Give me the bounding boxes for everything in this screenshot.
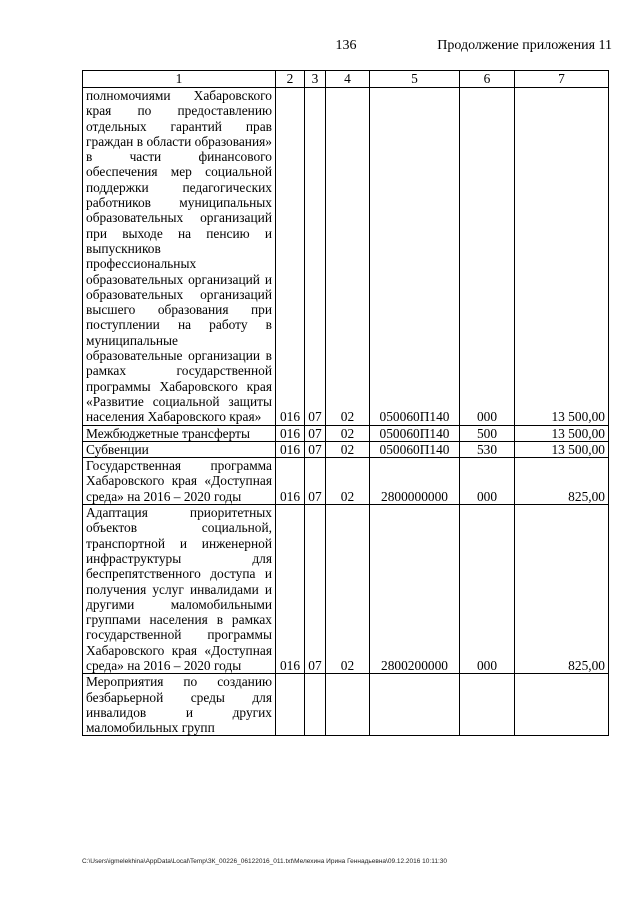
cell-code: 016 xyxy=(276,505,305,674)
cell-section: 07 xyxy=(305,505,326,674)
cell-subsection xyxy=(326,674,370,736)
table-row xyxy=(83,674,609,736)
cell-section: 07 xyxy=(305,441,326,457)
column-header: 7 xyxy=(515,71,609,88)
row-name: полномочиями Хабаровского края по предоставлению отдельных гарантий прав граждан в области образования» в части финансового обеспечения мер социальной поддержки педагогических работников муниципальных образовательных организаций при выходе на пенсию и выпускников профессиональных образовательных организаций и образовательных организаций высшего образования при поступлении на работу в муниципальные образовательные организации в рамках государственной программы Хабаровского края «Развитие социальной защиты населения Хабаровского края» xyxy=(83,88,276,426)
cell-code xyxy=(276,674,305,736)
file-path-footer: C:\Users\igmelekhina\AppData\Local\Temp\ЗК_00226_06122016_011.txt\Мелехина Ирина Геннадьевна\09.12.2016 10:11:30 xyxy=(82,858,447,865)
cell-target-article: 2800200000 xyxy=(370,505,460,674)
row-name: Субвенции xyxy=(83,441,276,457)
row-name: Мероприятия по созданию безбарьерной среды для инвалидов и других маломобильных групп xyxy=(83,674,276,736)
column-header: 4 xyxy=(326,71,370,88)
cell-amount: 825,00 xyxy=(515,505,609,674)
cell-subsection: 02 xyxy=(326,441,370,457)
column-header: 2 xyxy=(276,71,305,88)
cell-code: 016 xyxy=(276,441,305,457)
cell-amount: 13 500,00 xyxy=(515,88,609,426)
cell-expense-type: 000 xyxy=(460,458,515,505)
cell-amount: 13 500,00 xyxy=(515,425,609,441)
cell-amount xyxy=(515,674,609,736)
cell-expense-type: 000 xyxy=(460,505,515,674)
column-header: 6 xyxy=(460,71,515,88)
cell-code: 016 xyxy=(276,458,305,505)
cell-amount: 13 500,00 xyxy=(515,441,609,457)
budget-table xyxy=(82,70,609,736)
page-number: 136 xyxy=(335,38,357,53)
column-header: 3 xyxy=(305,71,326,88)
table-row xyxy=(83,88,609,426)
cell-subsection: 02 xyxy=(326,505,370,674)
cell-section: 07 xyxy=(305,88,326,426)
cell-expense-type: 530 xyxy=(460,441,515,457)
cell-subsection: 02 xyxy=(326,88,370,426)
table-row xyxy=(83,458,609,505)
cell-target-article xyxy=(370,674,460,736)
cell-target-article: 2800000000 xyxy=(370,458,460,505)
table-header-row xyxy=(83,71,609,88)
cell-expense-type: 500 xyxy=(460,425,515,441)
cell-target-article: 050060П140 xyxy=(370,441,460,457)
table-row xyxy=(83,505,609,674)
cell-expense-type: 000 xyxy=(460,88,515,426)
cell-section xyxy=(305,674,326,736)
cell-subsection: 02 xyxy=(326,425,370,441)
cell-target-article: 050060П140 xyxy=(370,88,460,426)
cell-code: 016 xyxy=(276,425,305,441)
cell-section: 07 xyxy=(305,425,326,441)
cell-subsection: 02 xyxy=(326,458,370,505)
continuation-label: Продолжение приложения 11 xyxy=(437,38,612,53)
cell-code: 016 xyxy=(276,88,305,426)
cell-section: 07 xyxy=(305,458,326,505)
row-name: Адаптация приоритетных объектов социальной, транспортной и инженерной инфраструктуры для беспрепятственного доступа и получения услуг инвалидами и другими маломобильными группами населения в рамках государственной программы Хабаровского края «Доступная среда» на 2016 – 2020 годы xyxy=(83,505,276,674)
cell-amount: 825,00 xyxy=(515,458,609,505)
cell-expense-type xyxy=(460,674,515,736)
table-row xyxy=(83,425,609,441)
table-row xyxy=(83,441,609,457)
column-header: 1 xyxy=(83,71,276,88)
column-header: 5 xyxy=(370,71,460,88)
row-name: Межбюджетные трансферты xyxy=(83,425,276,441)
cell-target-article: 050060П140 xyxy=(370,425,460,441)
row-name: Государственная программа Хабаровского края «Доступная среда» на 2016 – 2020 годы xyxy=(83,458,276,505)
